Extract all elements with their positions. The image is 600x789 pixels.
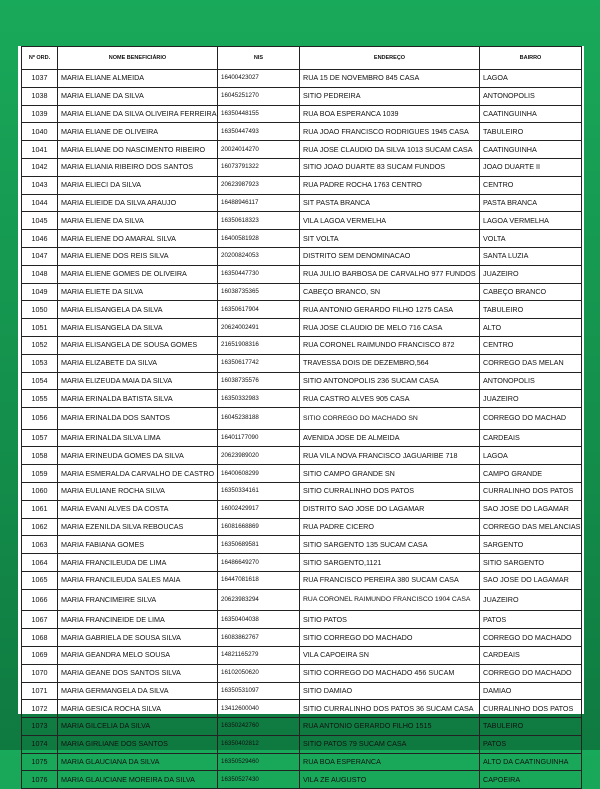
cell-endereco: CABEÇO BRANCO, SN [300,283,480,301]
cell-nis: 20024014270 [218,141,300,159]
cell-ord: 1055 [22,390,58,408]
cell-nome: MARIA ERINALDA BATISTA SILVA [58,390,218,408]
cell-nome: MARIA ESMERALDA CARVALHO DE CASTRO [58,465,218,483]
table-row [22,483,582,501]
cell-endereco: RUA 15 DE NOVEMBRO 845 CASA [300,70,480,88]
cell-endereco: SITIO CORREGO DO MACHADO [300,629,480,647]
cell-ord: 1045 [22,212,58,230]
cell-endereco: SITIO PEDREIRA [300,87,480,105]
table-header-row [22,47,582,70]
cell-ord: 1074 [22,735,58,753]
cell-bairro: LAGOA [480,70,582,88]
cell-nome: MARIA ELIENE DO AMARAL SILVA [58,230,218,248]
cell-ord: 1072 [22,700,58,718]
cell-nome: MARIA ELISANGELA DE SOUSA GOMES [58,336,218,354]
table-row [22,105,582,123]
cell-endereco: RUA CORONEL RAIMUNDO FRANCISCO 872 [300,336,480,354]
cell-endereco: RUA PADRE CICERO [300,518,480,536]
cell-endereco: RUA ANTONIO GERARDO FILHO 1515 [300,718,480,736]
table-row [22,408,582,430]
cell-nis: 16350448155 [218,105,300,123]
cell-ord: 1065 [22,572,58,590]
cell-ord: 1040 [22,123,58,141]
cell-bairro: CENTRO [480,176,582,194]
cell-nis: 20200824053 [218,247,300,265]
cell-nome: MARIA FABIANA GOMES [58,536,218,554]
cell-bairro: LAGOA [480,447,582,465]
cell-bairro: CABEÇO BRANCO [480,283,582,301]
cell-nome: MARIA GLAUCIANE MOREIRA DA SILVA [58,771,218,789]
cell-nis: 13412600040 [218,700,300,718]
header-ord: Nº ORD. [22,47,58,70]
cell-nis: 16350617904 [218,301,300,319]
table-row [22,429,582,447]
cell-nis: 16045251270 [218,87,300,105]
cell-endereco: RUA JOSE CLAUDIO DE MELO 716 CASA [300,319,480,337]
table-row [22,611,582,629]
table-row [22,70,582,88]
cell-endereco: SITIO CURRALINHO DOS PATOS [300,483,480,501]
cell-bairro: CARDEAIS [480,429,582,447]
cell-nome: MARIA ELIANE DE OLIVEIRA [58,123,218,141]
cell-nis: 16447081618 [218,572,300,590]
cell-bairro: SANTA LUZIA [480,247,582,265]
cell-bairro: PATOS [480,735,582,753]
cell-ord: 1039 [22,105,58,123]
cell-nis: 16350242760 [218,718,300,736]
cell-nis: 20623989020 [218,447,300,465]
cell-ord: 1041 [22,141,58,159]
cell-endereco: RUA ANTONIO GERARDO FILHO 1275 CASA [300,301,480,319]
cell-bairro: CURRALINHO DOS PATOS [480,700,582,718]
cell-endereco: SITIO CORREGO DO MACHADO SN [300,408,480,430]
table-row [22,554,582,572]
cell-endereco: SITIO PATOS [300,611,480,629]
cell-bairro: JOAO DUARTE II [480,158,582,176]
cell-bairro: ALTO [480,319,582,337]
cell-nome: MARIA ELIANIA RIBEIRO DOS SANTOS [58,158,218,176]
cell-endereco: DISTRITO SEM DENOMINACAO [300,247,480,265]
cell-ord: 1051 [22,319,58,337]
table-row [22,536,582,554]
table-row [22,87,582,105]
header-bairro: BAIRRO [480,47,582,70]
cell-bairro: DAMIAO [480,682,582,700]
table-row [22,176,582,194]
table-row [22,123,582,141]
cell-nis: 16350447730 [218,265,300,283]
cell-bairro: JUAZEIRO [480,589,582,611]
cell-ord: 1073 [22,718,58,736]
cell-endereco: RUA JOSE CLAUDIO DA SILVA 1013 SUCAM CASA [300,141,480,159]
cell-ord: 1046 [22,230,58,248]
cell-bairro: VOLTA [480,230,582,248]
cell-ord: 1067 [22,611,58,629]
cell-nis: 16073791322 [218,158,300,176]
cell-nome: MARIA FRANCILEUDA DE LIMA [58,554,218,572]
cell-nis: 20624002491 [218,319,300,337]
cell-ord: 1044 [22,194,58,212]
cell-nis: 16350617742 [218,354,300,372]
cell-bairro: CORREGO DAS MELANCIAS [480,518,582,536]
cell-nis: 16045238188 [218,408,300,430]
cell-nome: MARIA FRANCINEIDE DE LIMA [58,611,218,629]
table-row [22,447,582,465]
cell-bairro: CAPOEIRA [480,771,582,789]
cell-endereco: RUA BOA ESPERANCA [300,753,480,771]
cell-nis: 16002429917 [218,500,300,518]
cell-bairro: LAGOA VERMELHA [480,212,582,230]
cell-nome: MARIA GIRLIANE DOS SANTOS [58,735,218,753]
cell-bairro: CARDEAIS [480,646,582,664]
cell-endereco: VILA ZE AUGUSTO [300,771,480,789]
cell-bairro: SARGENTO [480,536,582,554]
cell-ord: 1052 [22,336,58,354]
cell-nis: 16350689581 [218,536,300,554]
table-row [22,646,582,664]
table-row [22,372,582,390]
cell-nome: MARIA ELIZEUDA MAIA DA SILVA [58,372,218,390]
cell-bairro: TABULEIRO [480,123,582,141]
cell-nome: MARIA ELIANE ALMEIDA [58,70,218,88]
cell-nis: 16350332983 [218,390,300,408]
table-row [22,518,582,536]
cell-bairro: SAO JOSE DO LAGAMAR [480,572,582,590]
cell-nis: 16350529460 [218,753,300,771]
cell-endereco: RUA CASTRO ALVES 905 CASA [300,390,480,408]
cell-nis: 21651908316 [218,336,300,354]
cell-nome: MARIA EULIANE ROCHA SILVA [58,483,218,501]
cell-endereco: SITIO PATOS 79 SUCAM CASA [300,735,480,753]
cell-ord: 1050 [22,301,58,319]
cell-nis: 20623983294 [218,589,300,611]
cell-endereco: RUA JULIO BARBOSA DE CARVALHO 977 FUNDOS [300,265,480,283]
cell-ord: 1048 [22,265,58,283]
cell-endereco: RUA VILA NOVA FRANCISCO JAGUARIBE 718 [300,447,480,465]
cell-nis: 20623987923 [218,176,300,194]
table-row [22,718,582,736]
cell-nis: 16350531097 [218,682,300,700]
table-row [22,194,582,212]
cell-ord: 1049 [22,283,58,301]
cell-ord: 1054 [22,372,58,390]
cell-endereco: VILA CAPOEIRA SN [300,646,480,664]
cell-nome: MARIA ELISANGELA DA SILVA [58,301,218,319]
cell-nis: 16486649270 [218,554,300,572]
cell-nome: MARIA ELIENE GOMES DE OLIVEIRA [58,265,218,283]
cell-nis: 16400581928 [218,230,300,248]
cell-endereco: RUA JOAO FRANCISCO RODRIGUES 1945 CASA [300,123,480,141]
header-nome: NOME BENEFICIÁRIO [58,47,218,70]
table-row [22,390,582,408]
cell-endereco: SITIO JOAO DUARTE 83 SUCAM FUNDOS [300,158,480,176]
table-row [22,247,582,265]
cell-bairro: CAMPO GRANDE [480,465,582,483]
cell-endereco: SITIO DAMIAO [300,682,480,700]
table-row [22,465,582,483]
table-row [22,589,582,611]
cell-bairro: JUAZEIRO [480,265,582,283]
cell-endereco: RUA BOA ESPERANCA 1039 [300,105,480,123]
table-row [22,354,582,372]
cell-nome: MARIA ERINALDA DOS SANTOS [58,408,218,430]
cell-nis: 16350447493 [218,123,300,141]
cell-nome: MARIA GILCELIA DA SILVA [58,718,218,736]
cell-ord: 1053 [22,354,58,372]
cell-nome: MARIA EVANI ALVES DA COSTA [58,500,218,518]
cell-ord: 1069 [22,646,58,664]
cell-endereco: SITIO ANTONOPOLIS 236 SUCAM CASA [300,372,480,390]
cell-endereco: SITIO SARGENTO,1121 [300,554,480,572]
cell-nis: 16350618323 [218,212,300,230]
cell-ord: 1066 [22,589,58,611]
cell-nome: MARIA GEANE DOS SANTOS SILVA [58,664,218,682]
cell-nome: MARIA ELISANGELA DA SILVA [58,319,218,337]
cell-ord: 1057 [22,429,58,447]
cell-nome: MARIA ELIECI DA SILVA [58,176,218,194]
cell-nis: 16081668869 [218,518,300,536]
cell-bairro: CURRALINHO DOS PATOS [480,483,582,501]
cell-bairro: CORREGO DO MACHADO [480,664,582,682]
cell-ord: 1056 [22,408,58,430]
cell-nis: 16038735576 [218,372,300,390]
cell-bairro: TABULEIRO [480,301,582,319]
cell-nis: 16350402812 [218,735,300,753]
header-endereco: ENDEREÇO [300,47,480,70]
table-row [22,664,582,682]
cell-bairro: SITIO SARGENTO [480,554,582,572]
cell-endereco: RUA FRANCISCO PEREIRA 380 SUCAM CASA [300,572,480,590]
cell-endereco: RUA PADRE ROCHA 1763 CENTRO [300,176,480,194]
table-row [22,230,582,248]
cell-ord: 1068 [22,629,58,647]
cell-ord: 1042 [22,158,58,176]
cell-endereco: VILA LAGOA VERMELHA [300,212,480,230]
cell-ord: 1059 [22,465,58,483]
cell-bairro: PASTA BRANCA [480,194,582,212]
cell-nome: MARIA ELIANE DO NASCIMENTO RIBEIRO [58,141,218,159]
cell-nome: MARIA GESICA ROCHA SILVA [58,700,218,718]
cell-nome: MARIA ELIENE DOS REIS SILVA [58,247,218,265]
table-row [22,212,582,230]
cell-bairro: ANTONOPOLIS [480,87,582,105]
cell-bairro: CORREGO DO MACHAD [480,408,582,430]
table-row [22,629,582,647]
cell-nome: MARIA ERINALDA SILVA LIMA [58,429,218,447]
cell-nome: MARIA ELIZABETE DA SILVA [58,354,218,372]
cell-endereco: DISTRITO SAO JOSE DO LAGAMAR [300,500,480,518]
cell-nome: MARIA GLAUCIANA DA SILVA [58,753,218,771]
cell-nome: MARIA ELIEIDE DA SILVA ARAUJO [58,194,218,212]
table-row [22,283,582,301]
cell-nis: 16083862767 [218,629,300,647]
cell-endereco: SIT VOLTA [300,230,480,248]
table-row [22,141,582,159]
table-row [22,753,582,771]
cell-nome: MARIA ELIANE DA SILVA OLIVEIRA FERREIRA [58,105,218,123]
table-row [22,265,582,283]
cell-nis: 16401177090 [218,429,300,447]
cell-endereco: AVENIDA JOSE DE ALMEIDA [300,429,480,447]
cell-nome: MARIA FRANCILEUDA SALES MAIA [58,572,218,590]
header-nis: NIS [218,47,300,70]
cell-endereco: SITIO CURRALINHO DOS PATOS 36 SUCAM CASA [300,700,480,718]
cell-bairro: ALTO DA CAATINGUINHA [480,753,582,771]
cell-nome: MARIA GERMANGELA DA SILVA [58,682,218,700]
cell-ord: 1075 [22,753,58,771]
cell-ord: 1058 [22,447,58,465]
table-row [22,572,582,590]
cell-endereco: SITIO SARGENTO 135 SUCAM CASA [300,536,480,554]
cell-ord: 1070 [22,664,58,682]
cell-bairro: CENTRO [480,336,582,354]
cell-bairro: TABULEIRO [480,718,582,736]
cell-nome: MARIA EZENILDA SILVA REBOUCAS [58,518,218,536]
cell-bairro: CAATINGUINHA [480,141,582,159]
cell-nis: 16350334161 [218,483,300,501]
cell-nis: 16038735365 [218,283,300,301]
cell-bairro: JUAZEIRO [480,390,582,408]
cell-nis: 16488946117 [218,194,300,212]
cell-bairro: CORREGO DAS MELAN [480,354,582,372]
table-row [22,700,582,718]
table-row [22,682,582,700]
cell-endereco: SITIO CORREGO DO MACHADO 456 SUCAM [300,664,480,682]
cell-nis: 16400608299 [218,465,300,483]
cell-nome: MARIA ELIENE DA SILVA [58,212,218,230]
cell-ord: 1061 [22,500,58,518]
cell-ord: 1038 [22,87,58,105]
cell-nis: 16102050620 [218,664,300,682]
cell-ord: 1076 [22,771,58,789]
table-row [22,158,582,176]
table-row [22,500,582,518]
cell-ord: 1043 [22,176,58,194]
cell-bairro: SAO JOSE DO LAGAMAR [480,500,582,518]
table-row [22,336,582,354]
cell-ord: 1047 [22,247,58,265]
cell-ord: 1037 [22,70,58,88]
cell-nome: MARIA GABRIELA DE SOUSA SILVA [58,629,218,647]
cell-ord: 1064 [22,554,58,572]
beneficiary-table [21,46,582,789]
table-row [22,771,582,789]
cell-endereco: RUA CORONEL RAIMUNDO FRANCISCO 1904 CASA [300,589,480,611]
table-row [22,735,582,753]
cell-endereco: SITIO CAMPO GRANDE SN [300,465,480,483]
cell-nome: MARIA ELIANE DA SILVA [58,87,218,105]
cell-nis: 14821165279 [218,646,300,664]
table-row [22,301,582,319]
cell-ord: 1062 [22,518,58,536]
cell-bairro: ANTONOPOLIS [480,372,582,390]
cell-nome: MARIA ERINEUDA GOMES DA SILVA [58,447,218,465]
cell-ord: 1063 [22,536,58,554]
cell-endereco: SIT PASTA BRANCA [300,194,480,212]
cell-nis: 16350527430 [218,771,300,789]
cell-bairro: PATOS [480,611,582,629]
cell-ord: 1071 [22,682,58,700]
cell-bairro: CAATINGUINHA [480,105,582,123]
cell-nome: MARIA GEANDRA MELO SOUSA [58,646,218,664]
cell-nis: 16400423027 [218,70,300,88]
cell-ord: 1060 [22,483,58,501]
cell-nome: MARIA ELIETE DA SILVA [58,283,218,301]
table-row [22,319,582,337]
cell-endereco: TRAVESSA DOIS DE DEZEMBRO,564 [300,354,480,372]
cell-nis: 16350404038 [218,611,300,629]
cell-nome: MARIA FRANCIMEIRE SILVA [58,589,218,611]
document-page [18,46,584,784]
cell-bairro: CORREGO DO MACHADO [480,629,582,647]
